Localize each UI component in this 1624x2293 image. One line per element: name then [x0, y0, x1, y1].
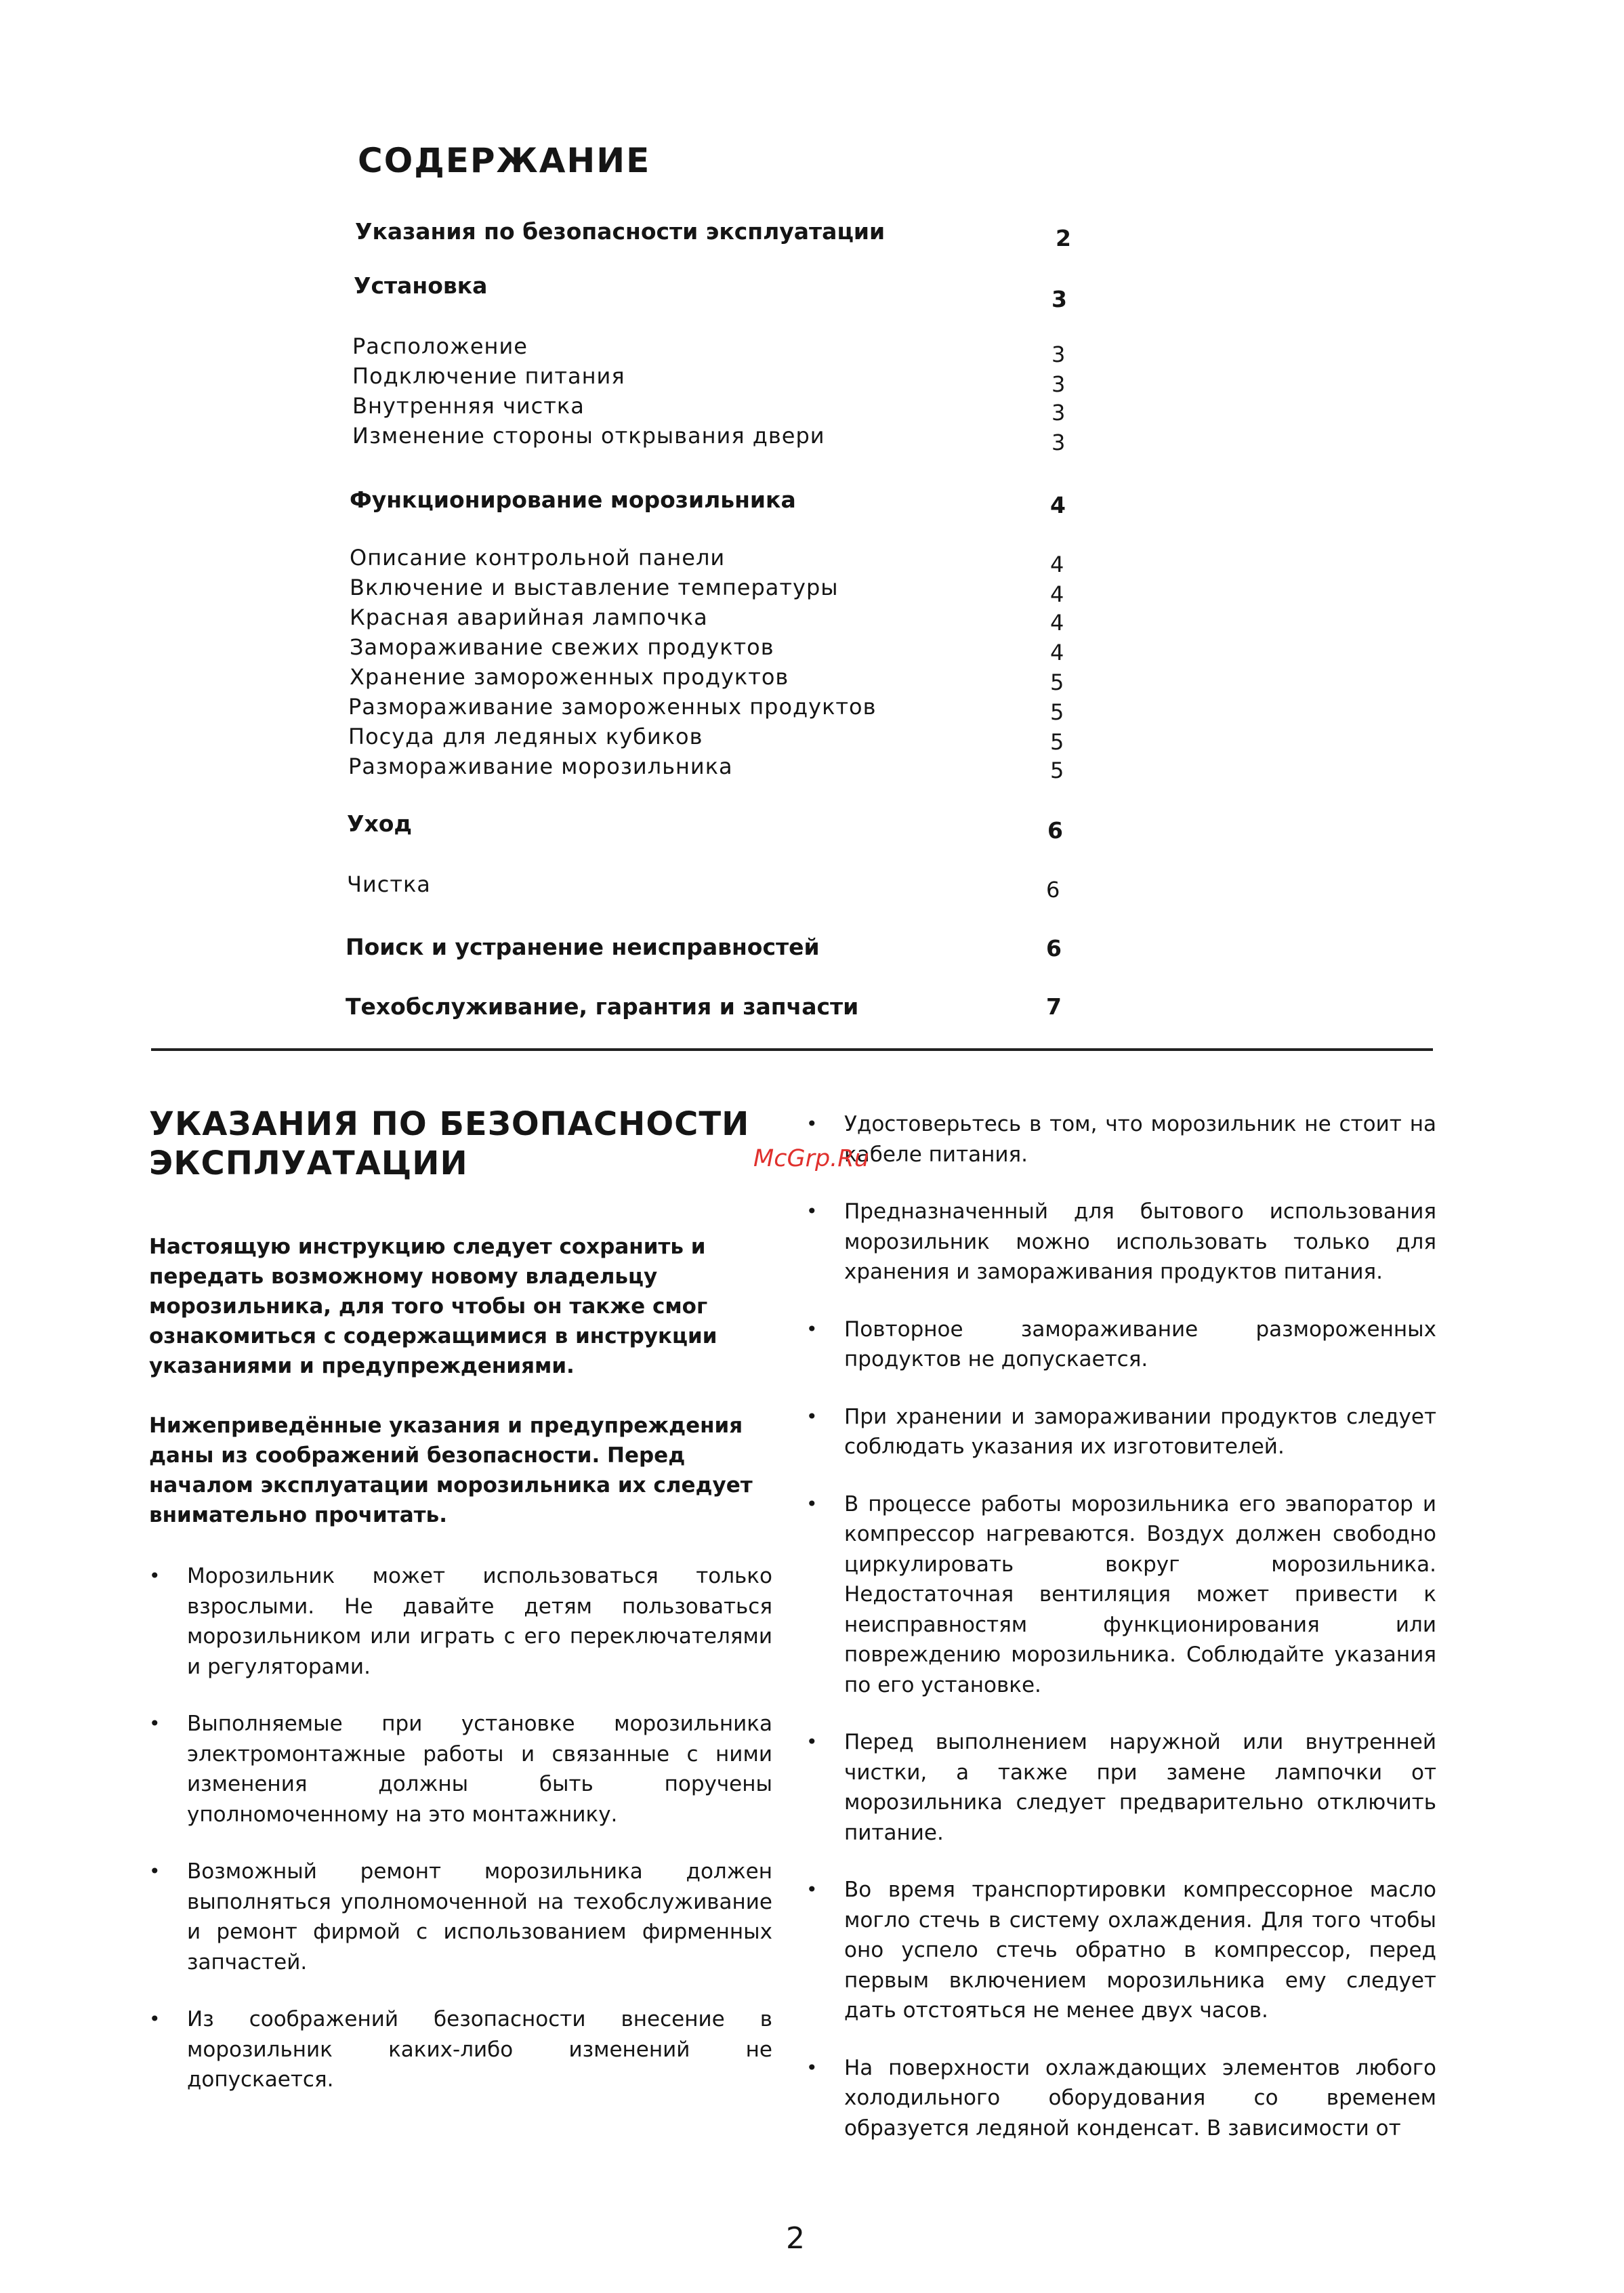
toc-entry-title: Внутренняя чистка — [352, 393, 585, 419]
list-item: • На поверхности охлаждающих элементов любого холодильного оборудования со временем образуется ледяной конденсат. В зависимости от — [806, 2053, 1436, 2144]
list-item: • Морозильник может использоваться только взрослыми. Не давайте детям пользоваться морозильником или играть с его переключателями и регуляторами. — [149, 1561, 772, 1682]
toc-entry-page: 5 — [1050, 699, 1065, 725]
safety-title — [149, 1104, 772, 1183]
list-item: • Предназначенный для бытового использования морозильник можно использовать только для хранения и замораживания продуктов питания. — [806, 1197, 1436, 1287]
safety-list-left — [149, 1561, 772, 2095]
list-item: • Во время транспортировки компрессорное масло могло стечь в систему охлаждения. Для того чтобы оно успело стечь обратно в компрессор, перед первым включением морозильника ему следует дать отстояться не менее двух часов. — [806, 1875, 1436, 2026]
toc-entry-page: 6 — [1047, 817, 1063, 844]
toc-entry-page: 6 — [1046, 935, 1062, 962]
toc-entry-title: Указания по безопасности эксплуатации — [355, 218, 886, 245]
toc-entry-title: Красная аварийная лампочка — [350, 604, 708, 630]
toc-entry-page: 5 — [1050, 758, 1065, 783]
toc-entry-page: 4 — [1050, 552, 1065, 577]
list-item: • При хранении и замораживании продуктов следует соблюдать указания их изготовителей. — [806, 1402, 1436, 1462]
safety-title-line: УКАЗАНИЯ ПО БЕЗОПАСНОСТИ — [149, 1105, 750, 1143]
watermark: McGrp.Ru — [753, 1145, 869, 1172]
toc-entry-page: 3 — [1052, 286, 1067, 312]
intro-paragraph: Настоящую инструкцию следует сохранить и передать возможному новому владельцу морозильника, для того чтобы он также смог ознакомиться с содержащимися в инструкции указаниями и предупреждениями. — [149, 1235, 717, 1378]
list-item: • Перед выполнением наружной или внутренней чистки, а также при замене лампочки от морозильника следует предварительно отключить питание. — [806, 1727, 1436, 1848]
toc-entry-title: Описание контрольной панели — [350, 545, 726, 571]
toc-entry-title: Установка — [354, 272, 488, 299]
section-divider — [151, 1048, 1433, 1051]
list-item: • Выполняемые при установке морозильника электромонтажные работы и связанные с ними изменения должны быть поручены уполномоченному на это монтажнику. — [149, 1709, 772, 1830]
toc-entry-title: Функционирование морозильника — [350, 487, 796, 513]
right-column — [806, 1109, 1436, 2170]
toc-entry-page: 3 — [1052, 371, 1066, 397]
toc-entry-page: 3 — [1052, 430, 1066, 455]
toc-entry-page: 4 — [1050, 610, 1065, 636]
toc-entry-page: 3 — [1052, 400, 1066, 426]
toc-entry-page: 4 — [1050, 640, 1065, 665]
toc-entry-title: Подключение питания — [352, 363, 625, 389]
toc-entry-page: 2 — [1056, 225, 1071, 251]
list-item: • Возможный ремонт морозильника должен выполняться уполномоченной на техобслуживание и ремонт фирмой с использованием фирменных запчастей. — [149, 1857, 772, 1977]
list-item: • Повторное замораживание размороженных продуктов не допускается. — [806, 1315, 1436, 1375]
page-number: 2 — [786, 2221, 805, 2256]
toc-entry-title: Посуда для ледяных кубиков — [348, 724, 703, 749]
toc-entry-title: Чистка — [347, 871, 431, 897]
toc-entry-page: 7 — [1046, 993, 1062, 1020]
toc-entry-page: 5 — [1050, 669, 1065, 695]
intro-paragraph: Нижеприведённые указания и предупреждения даны из соображений безопасности. Перед началом эксплуатации морозильника их следует внимательно прочитать. — [149, 1413, 753, 1527]
list-item: • Удостоверьтесь в том, что морозильник не стоит на кабеле питания. — [806, 1109, 1436, 1170]
toc-entry-title: Уход — [347, 810, 413, 837]
toc-title: СОДЕРЖАНИЕ — [358, 141, 651, 180]
toc-entry-title: Замораживание свежих продуктов — [350, 634, 774, 660]
list-item: • В процессе работы морозильника его эвапоратор и компрессор нагреваются. Воздух должен свободно циркулировать вокруг морозильника. Недостаточная вентиляция может привести к неисправностям функционирования или повреждению морозильника. Соблюдайте указания по его установке. — [806, 1489, 1436, 1701]
safety-title-line: ЭКСПЛУАТАЦИИ — [149, 1144, 468, 1182]
list-item: • Из соображений безопасности внесение в морозильник каких-либо изменений не допускается. — [149, 2004, 772, 2095]
toc-entry-title: Размораживание замороженных продуктов — [348, 694, 877, 720]
toc-entry-title: Изменение стороны открывания двери — [352, 423, 825, 449]
toc-entry-page: 6 — [1046, 877, 1061, 903]
toc-entry-title: Включение и выставление температуры — [350, 575, 839, 600]
toc-entry-title: Расположение — [352, 333, 528, 359]
toc-entry-page: 3 — [1052, 342, 1066, 367]
toc-entry-title: Размораживание морозильника — [348, 753, 733, 779]
safety-list-right — [806, 1109, 1436, 2143]
toc-entry-page: 5 — [1050, 729, 1065, 755]
toc-entry-title: Поиск и устранение неисправностей — [346, 934, 820, 960]
left-column — [149, 1104, 772, 2122]
toc-entry-page: 4 — [1050, 492, 1066, 518]
toc-entry-title: Хранение замороженных продуктов — [350, 664, 789, 690]
toc-entry-title: Техобслуживание, гарантия и запчасти — [346, 993, 859, 1020]
toc-entry-page: 4 — [1050, 581, 1065, 607]
